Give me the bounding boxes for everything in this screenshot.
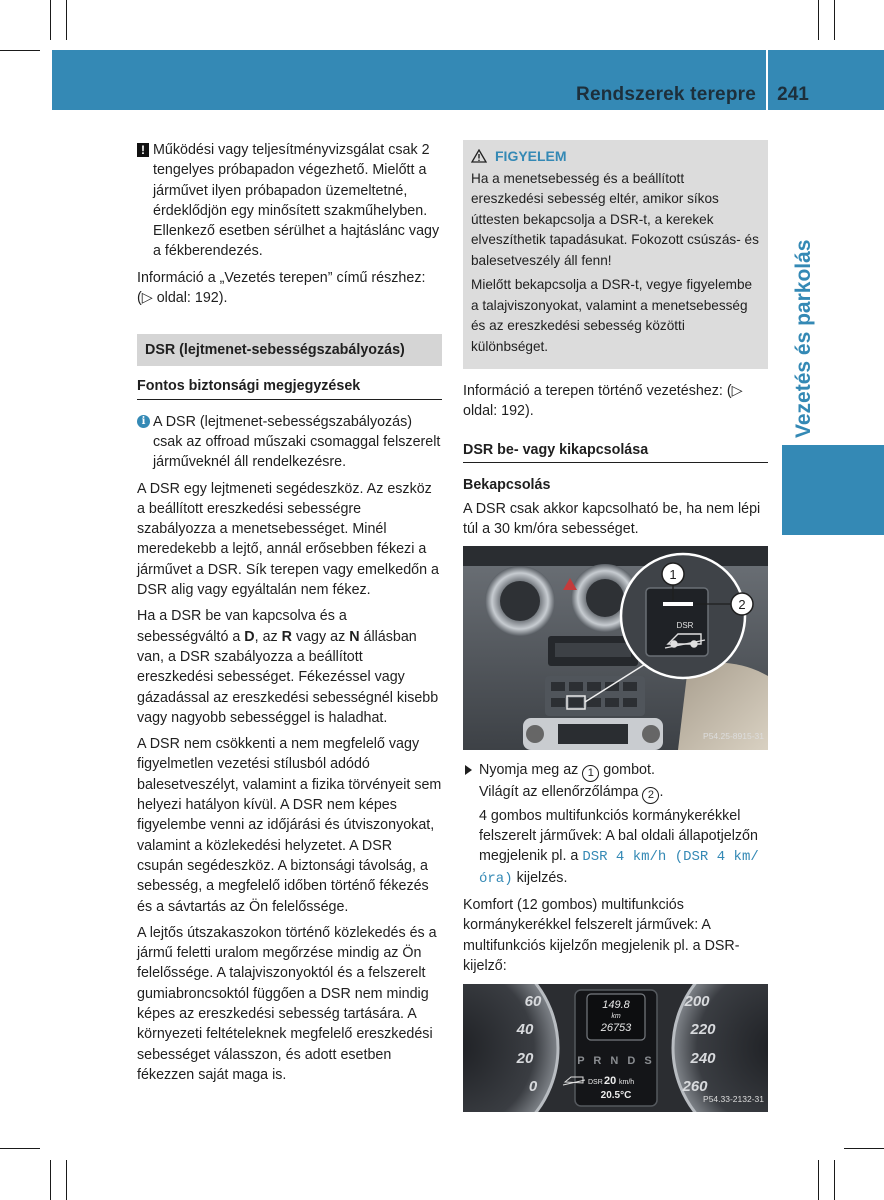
dashboard-illustration <box>463 546 768 750</box>
callout-2: 2 <box>738 596 746 612</box>
header-separator <box>766 50 768 110</box>
section-title: DSR (lejtmenet-sebességszabályozás) <box>137 334 442 366</box>
instrument-cluster-photo <box>463 984 768 1112</box>
crop-mark <box>50 0 51 40</box>
figure-code: P54.25-8915-31 <box>703 731 764 742</box>
dial-number: 220 <box>690 1021 716 1039</box>
crop-mark <box>66 0 67 40</box>
dsr-speed: 20 <box>604 1075 617 1088</box>
paragraph: Komfort (12 gombos) multifunkciós kormánykerékkel felszerelt járművek: A multifunkciós kijelzőn megjelenik pl. a DSR-kijelző: <box>463 896 740 974</box>
warning-text: Ha a menetsebesség és a beállított ereszkedési sebesség eltér, amikor síkos úttesten bekapcsolja a DSR-t, a kerekek elveszíthetik tapadásukat. Fokozott csúszás- és balesetveszély áll fenn! <box>471 170 759 268</box>
exclamation-icon: ! <box>137 143 149 157</box>
callout-ref-1: 1 <box>582 765 599 782</box>
warning-triangle-icon <box>471 149 487 163</box>
dashboard-photo <box>463 546 768 750</box>
trip-meter: 149.8 <box>602 999 630 1012</box>
variant-note: 4 gombos multifunkciós kormánykerékkel felszerelt járművek: A bal oldali állapotjelzőn megjelenik pl. a DSR 4 km/h (DSR 4 km/óra) kijelzés. <box>479 807 759 887</box>
outside-temperature: 20.5°C <box>600 1090 632 1102</box>
info-icon: i <box>137 415 150 428</box>
dial-number: 260 <box>682 1078 708 1096</box>
dial-number: 0 <box>528 1078 538 1096</box>
step-arrow-icon <box>465 765 472 775</box>
crop-mark <box>834 0 835 40</box>
paragraph: A DSR nem csökkenti a nem megfelelő vagy figyelmetlen vezetési stílusból adódó balesetveszélyt, valamint a fizika törvényeit sem helyezi hatályon kívül. A DSR nem képes figyelembe venni az időjárási és útviszonyokat, valamint a közlekedési helyzetet. A DSR csupán segédeszköz. A biztonsági távolság, a sebesség, a megfelelő időben történő fékezés és a sávtartás az Ön felelőssége. <box>137 736 442 915</box>
chapter-side-label: Vezetés és parkolás <box>792 239 815 438</box>
figure-code: P54.33-2132-31 <box>703 1093 764 1104</box>
crop-mark <box>0 1148 40 1149</box>
info-reference: Információ a „Vezetés terepen” című részhez: (▷ oldal: 192). <box>137 269 426 307</box>
paragraph: A lejtős útszakaszokon történő közlekedés és a jármű feletti uralom megőrzése mindig az Ön felelőssége. A talajviszonyoktól és a felszerelt gumiabroncsoktól függően a DSR nem mindig képes az ereszkedési sebesség tartására. A környezeti feltételeknek megfelelő ereszkedési sebességet válasszon, és adott esetben fékezzen saját maga is. <box>137 924 437 1083</box>
warning-text: Mielőtt bekapcsolja a DSR-t, vegye figyelembe a talajviszonyokat, valamint a menetsebesség és az ereszkedési sebesség közötti különbséget. <box>471 277 753 354</box>
dsr-unit: km/h <box>619 1079 635 1087</box>
right-column <box>463 140 768 1112</box>
warning-title: FIGYELEM <box>471 146 760 167</box>
info-reference: Információ a terepen történő vezetéshez: (▷ oldal: 192). <box>463 383 743 420</box>
left-column <box>137 140 442 1091</box>
crop-mark <box>818 1160 819 1200</box>
gear-indicator: P R N D S <box>577 1055 655 1068</box>
safety-heading: Fontos biztonsági megjegyzések <box>137 376 442 399</box>
callout-ref-2: 2 <box>642 787 659 804</box>
crop-mark <box>844 1148 884 1149</box>
chapter-thumb-tab <box>782 445 884 535</box>
paragraph: A DSR egy lejtmeneti segédeszköz. Az eszköz a beállított ereszkedési sebességre szabályozza a menetsebességet. Minél meredekebb a lejtő, annál erősebben fékezi a járművet a DSR. Sík terepen vagy emelkedőn a DSR alig vagy egyáltalán nem fékez. <box>137 480 439 599</box>
subsection-heading: Bekapcsolás <box>463 476 551 493</box>
dial-number: 20 <box>516 1050 534 1068</box>
damage-warning-note: ! Működési vagy teljesítményvizsgálat csak 2 tengelyes próbapadon végezhető. Mielőtt a járművet ilyen próbapadon üzemeltetné, érdeklődjön egy minősített szakműhelyben. Ellenkező esetben sérülhet a hajtáslánc vagy a fékberendezés. <box>137 140 442 262</box>
crop-mark <box>834 1160 835 1200</box>
crop-mark <box>818 0 819 40</box>
page-number: 241 <box>777 84 809 105</box>
dial-number: 40 <box>516 1021 534 1039</box>
dial-number: 60 <box>524 993 542 1011</box>
dsr-button-label: DSR <box>676 620 694 630</box>
crop-mark <box>50 1160 51 1200</box>
header-bar <box>52 50 884 110</box>
dsr-label: DSR <box>588 1079 603 1087</box>
paragraph: Ha a DSR be van kapcsolva és a sebességváltó a D, az R vagy az N állásban van, a DSR szabályozza a beállított ereszkedési sebességet. Fékezéssel vagy gázadással az ereszkedési sebességnél kisebb vagy nagyobb sebességgel is haladhat. <box>137 608 439 726</box>
running-header-title: Rendszerek terepre <box>576 84 756 105</box>
dial-number: 240 <box>690 1050 716 1068</box>
instruction-step: Nyomja meg az 1 gombot. Világít az ellenőrzőlámpa 2 . <box>463 760 768 804</box>
dial-number: 200 <box>684 993 710 1011</box>
crop-mark <box>66 1160 67 1200</box>
crop-mark <box>0 50 40 51</box>
info-note: i A DSR (lejtmenet-sebességszabályozás) csak az offroad műszaki csomaggal felszerelt járműveknél áll rendelkezésre. <box>137 412 442 473</box>
display-message: DSR 4 km/h (DSR 4 km/óra) <box>479 849 759 887</box>
callout-1: 1 <box>669 566 677 582</box>
warning-box <box>463 140 768 369</box>
odometer: 26753 <box>600 1022 632 1035</box>
unit-label: km <box>611 1013 621 1021</box>
section-heading: DSR be- vagy kikapcsolása <box>463 440 768 463</box>
paragraph: A DSR csak akkor kapcsolható be, ha nem lépi túl a 30 km/óra sebességet. <box>463 501 761 538</box>
